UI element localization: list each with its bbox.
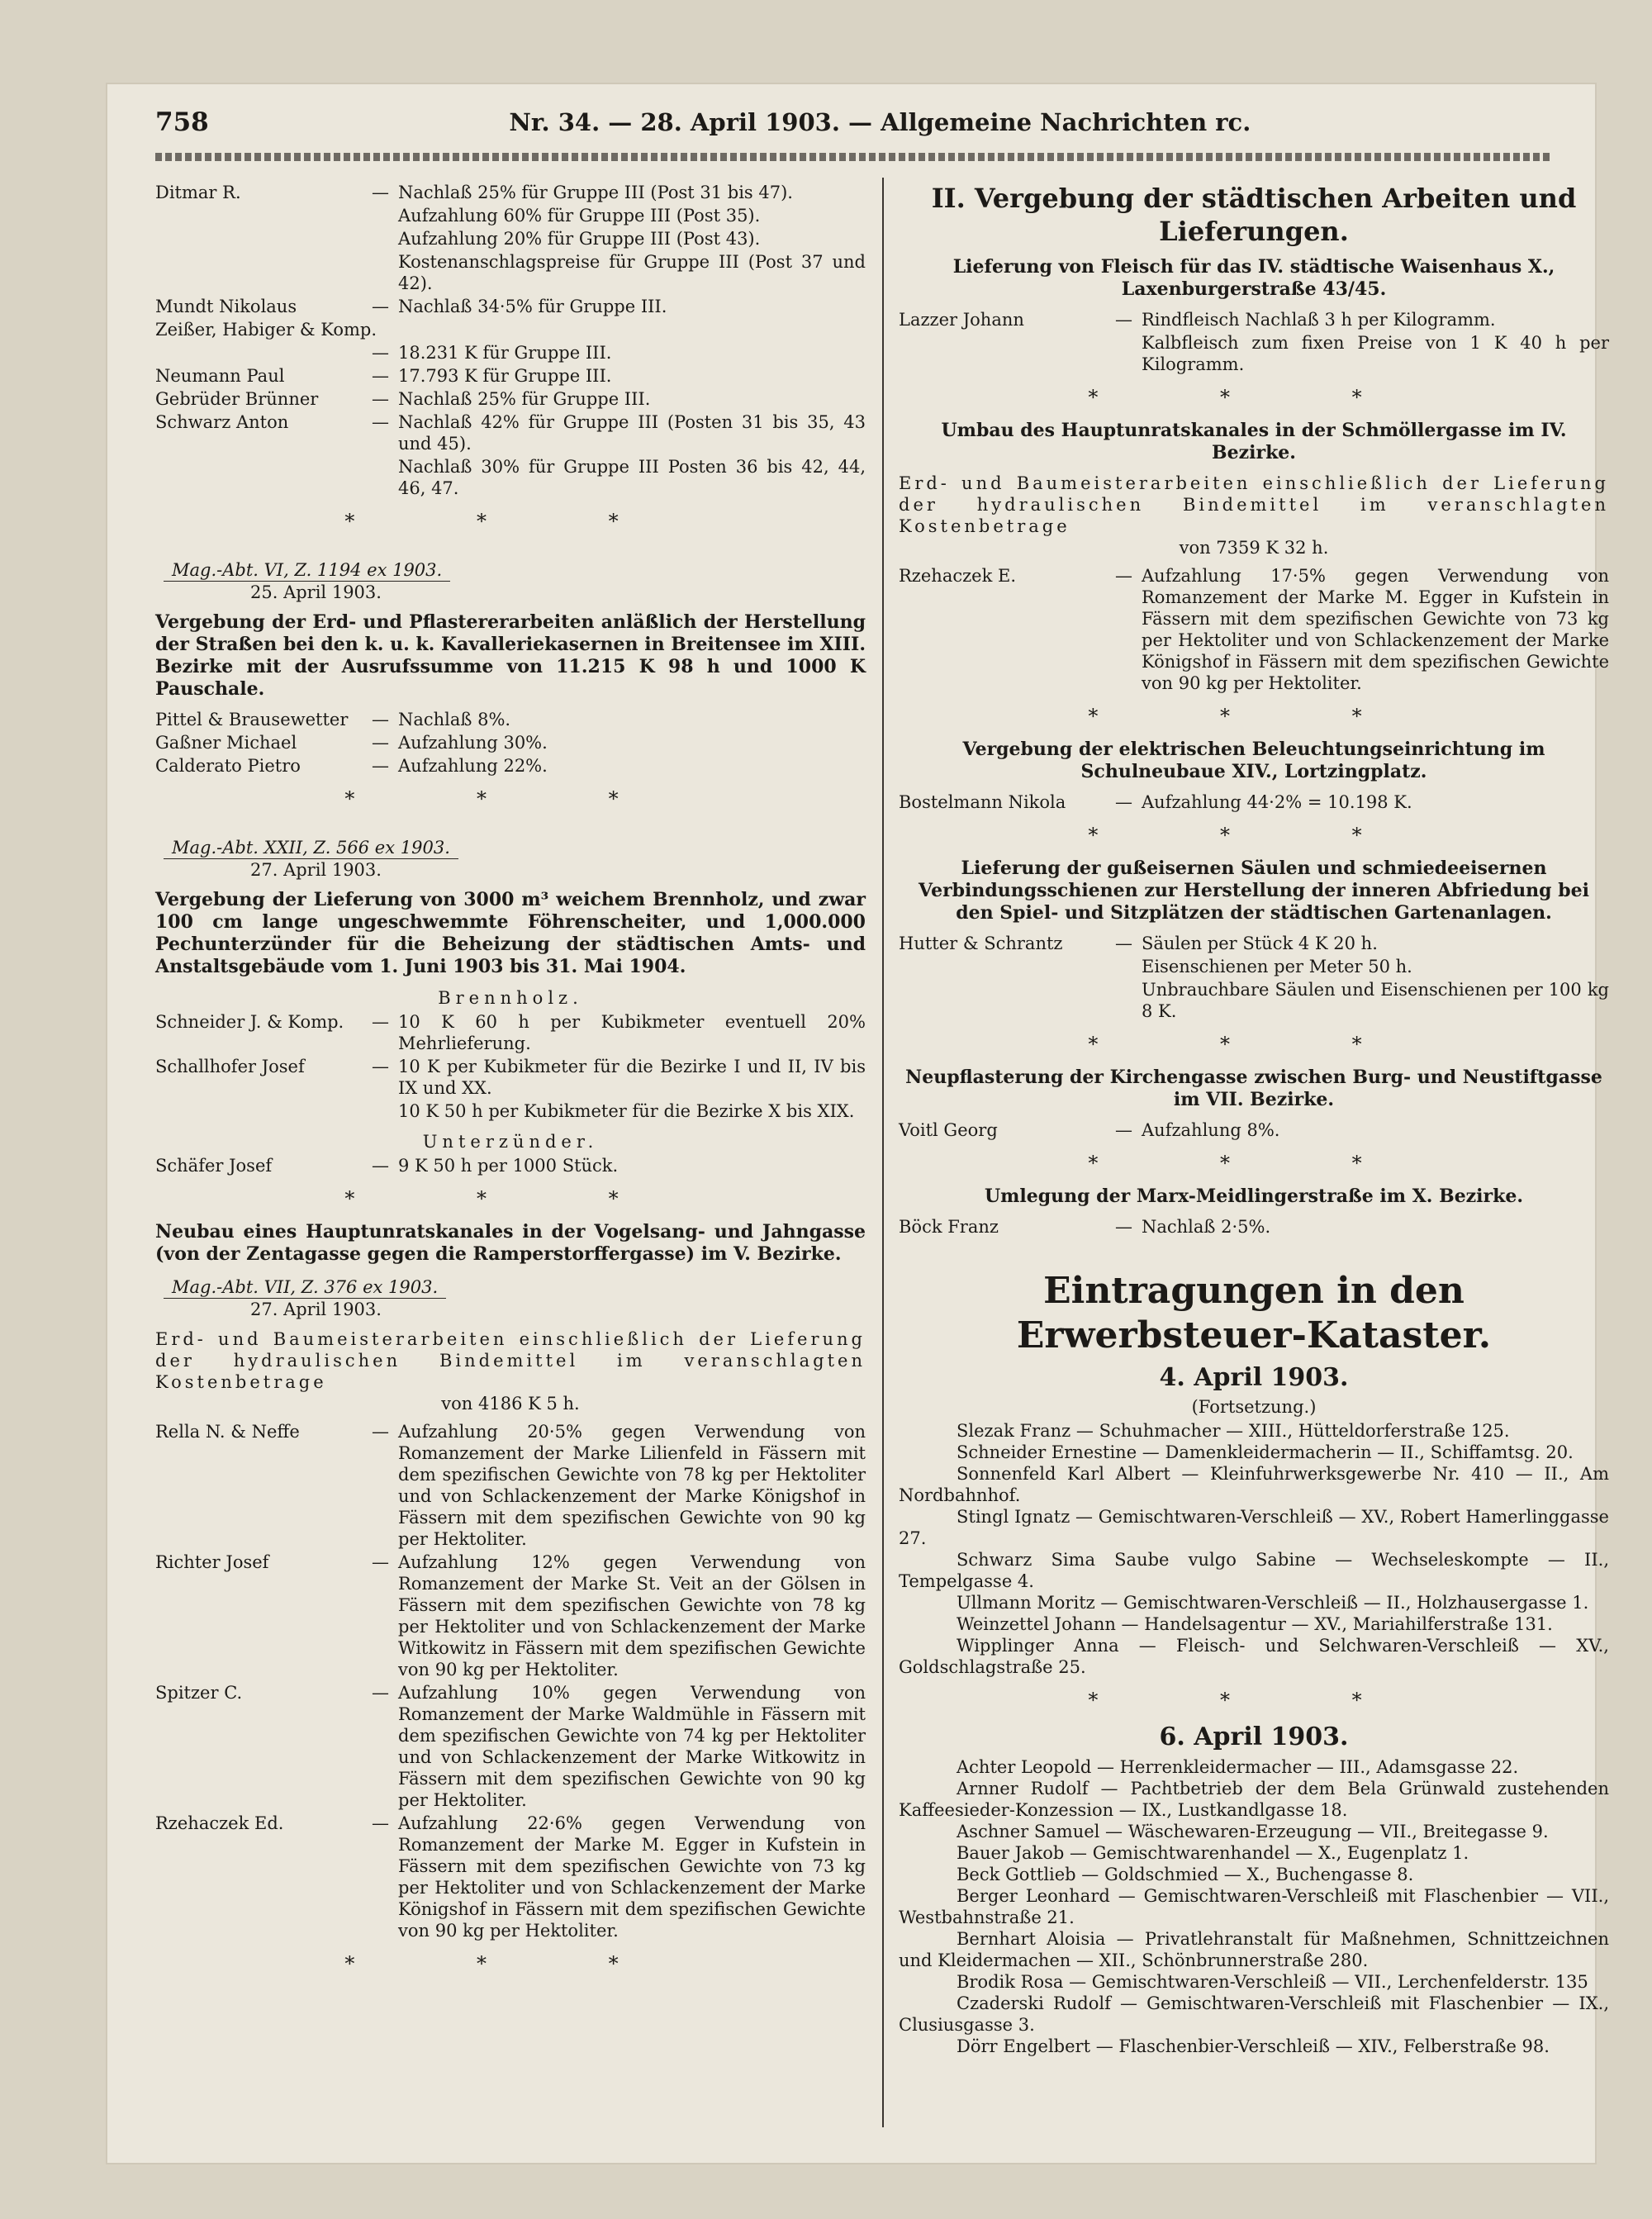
- stars-divider: * * *: [1088, 386, 1420, 409]
- firm-row: Nachlaß 30% für Gruppe III Posten 36 bis 42, 44, 46, 47.: [398, 457, 866, 498]
- firm-row: Spitzer C. — Aufzahlung 10% gegen Verwendung von Romanzement der Marke Waldmühle in Fässern mit dem spezifischen Gewichte von 74 kg per Hektoliter und von Schlackenzement der Marke Witkowitz in Fässern mit dem spezifischen Gewichte von 90 kg per Hektoliter.: [155, 1683, 866, 1810]
- stars-divider: * * *: [344, 787, 676, 810]
- firm-row: Calderato Pietro — Aufzahlung 22%.: [155, 756, 548, 776]
- section-title: Umbau des Hauptunratskanales in der Schmöllergasse im IV. Bezirke.: [941, 420, 1567, 463]
- register-entry: Bauer Jakob — Gemischtwarenhandel — X., Eugenplatz 1.: [957, 1843, 1469, 1863]
- register-entry: Achter Leopold — Herrenkleidermacher — III., Adamsgasse 22.: [957, 1757, 1519, 1777]
- amount-line: von 4186 K 5 h.: [441, 1394, 580, 1414]
- section-title: Lieferung von Fleisch für das IV. städtische Waisenhaus X., Laxenburgerstraße 43/45.: [952, 256, 1555, 300]
- spaced-text: Erd- und Baumeisterarbeiten einschließlich der Lieferung der hydraulischen Bindemittel im veranschlagten Kostenbetrage: [155, 1329, 866, 1392]
- mag-date: 25. April 1903.: [250, 582, 382, 602]
- register-entry: Bernhart Aloisia — Privatlehranstalt für Maßnehmen, Schnittzeichnen und Kleidermachen — XII., Schönbrunnerstraße 280.: [899, 1929, 1609, 1970]
- firm-row: 10 K 50 h per Kubikmeter für die Bezirke X bis XIX.: [398, 1101, 855, 1121]
- firm-row: Schäfer Josef — 9 K 50 h per 1000 Stück.: [155, 1156, 619, 1176]
- section-heading: II. Vergebung der städtischen Arbeiten und Lieferungen.: [931, 183, 1577, 247]
- firm-row: Ditmar R. — Nachlaß 25% für Gruppe III (Post 31 bis 47).: [155, 183, 793, 202]
- section-title: Vergebung der Erd- und Pflastererarbeiten anläßlich der Herstellung der Straßen bei den k. u. k. Kavalleriekasernen in Breitensee im XIII. Bezirke mit der Ausrufssumme von 11.215 K 98 h und 1000 K Pauschale.: [155, 611, 866, 700]
- subheading: Brennholz.: [438, 988, 583, 1008]
- firm-row: — 18.231 K für Gruppe III.: [372, 343, 612, 363]
- stars-divider: * * *: [1088, 705, 1420, 728]
- register-entry: Schwarz Sima Saube vulgo Sabine — Wechseleskompte — II., Tempelgasse 4.: [899, 1550, 1609, 1591]
- register-entry: Aschner Samuel — Wäschewaren-Erzeugung — VII., Breitegasse 9.: [957, 1822, 1549, 1841]
- firm-row: Zeißer, Habiger & Komp.: [155, 320, 377, 340]
- date-heading: 6. April 1903.: [1159, 1722, 1349, 1751]
- newspaper-page: [106, 83, 1609, 2164]
- stars-divider: * * *: [344, 510, 676, 533]
- mag-reference: Mag.-Abt. VII, Z. 376 ex 1903.: [164, 1277, 446, 1299]
- amount-line: von 7359 K 32 h.: [1179, 538, 1329, 558]
- firm-row: Kostenanschlagspreise für Gruppe III (Post 37 und 42).: [398, 252, 866, 293]
- firm-row: Unbrauchbare Säulen und Eisenschienen per 100 kg 8 K.: [1142, 980, 1609, 1021]
- firm-row: Rzehaczek E. — Aufzahlung 17·5% gegen Verwendung von Romanzement der Marke M. Egger in Kufstein in Fässern mit dem spezifischen Gewichte von 73 kg per Hektoliter und von Schlackenzement der Marke Königshof in Fässern mit dem spezifischen Gewichte von 90 kg per Hektoliter.: [899, 566, 1609, 693]
- register-entry: Slezak Franz — Schuhmacher — XIII., Hütteldorferstraße 125.: [957, 1421, 1510, 1441]
- firm-row: Gaßner Michael — Aufzahlung 30%.: [155, 733, 548, 753]
- subheading: Unterzünder.: [422, 1132, 599, 1152]
- kataster-title: Eintragungen in den Erwerbsteuer-Kataster.: [1016, 1270, 1492, 1357]
- register-entry: Stingl Ignatz — Gemischtwaren-Verschleiß — XV., Robert Hamerlinggasse 27.: [899, 1507, 1609, 1548]
- spaced-text: Erd- und Baumeisterarbeiten einschließlich der Lieferung der hydraulischen Bindemittel im veranschlagten Kostenbetrage: [899, 473, 1609, 536]
- stars-divider: * * *: [1088, 1152, 1420, 1175]
- firm-row: Rzehaczek Ed. — Aufzahlung 22·6% gegen Verwendung von Romanzement der Marke M. Egger in Kufstein in Fässern mit dem spezifischen Gewichte von 73 kg per Hektoliter und von Schlackenzement der Marke Königshof in Fässern mit dem spezifischen Gewichte von 90 kg per Hektoliter.: [155, 1813, 866, 1941]
- firm-row: Schwarz Anton — Nachlaß 42% für Gruppe III (Posten 31 bis 35, 43 und 45).: [155, 412, 866, 454]
- firm-row: Rella N. & Neffe — Aufzahlung 20·5% gegen Verwendung von Romanzement der Marke Lilienfeld in Fässern mit dem spezifischen Gewichte von 78 kg per Hektoliter und von Schlackenzement der Marke Königshof in Fässern mit dem spezifischen Gewichte von 90 kg per Hektoliter.: [155, 1422, 866, 1549]
- date-heading: 4. April 1903.: [1159, 1363, 1349, 1392]
- firm-row: Schneider J. & Komp. — 10 K 60 h per Kubikmeter eventuell 20% Mehrlieferung.: [155, 1012, 866, 1053]
- firm-row: Lazzer Johann — Rindfleisch Nachlaß 3 h per Kilogramm.: [899, 310, 1496, 330]
- page-header: [155, 107, 1551, 149]
- firm-row: Hutter & Schrantz — Säulen per Stück 4 K 20 h.: [899, 934, 1378, 953]
- register-entry: Czaderski Rudolf — Gemischtwaren-Verschleiß mit Flaschenbier — IX., Clusiusgasse 3.: [899, 1993, 1609, 2035]
- firm-row: Aufzahlung 60% für Gruppe III (Post 35).: [398, 206, 761, 226]
- column-divider: [882, 178, 884, 2127]
- mag-date: 27. April 1903.: [250, 860, 382, 880]
- firm-row: Kalbfleisch zum fixen Preise von 1 K 40 h per Kilogramm.: [1142, 333, 1609, 374]
- mag-reference: Mag.-Abt. XXII, Z. 566 ex 1903.: [164, 838, 458, 859]
- firm-row: Pittel & Brausewetter — Nachlaß 8%.: [155, 710, 511, 729]
- section-title: Neubau eines Hauptunratskanales in der Vogelsang- und Jahngasse (von der Zentagasse gegen die Ramperstorffergasse) im V. Bezirke.: [155, 1221, 866, 1265]
- firm-row: Neumann Paul — 17.793 K für Gruppe III.: [155, 366, 612, 386]
- header-wavy-rule: [155, 153, 1551, 161]
- mag-date: 27. April 1903.: [250, 1300, 382, 1319]
- firm-row: Gebrüder Brünner — Nachlaß 25% für Gruppe III.: [155, 389, 651, 409]
- stars-divider: * * *: [1088, 1689, 1420, 1712]
- stars-divider: * * *: [344, 1187, 676, 1210]
- register-entry: Arnner Rudolf — Pachtbetrieb der dem Bela Grünwald zustehenden Kaffeesieder-Konzession — IX., Lustkandlgasse 18.: [899, 1779, 1609, 1820]
- firm-row: Böck Franz — Nachlaß 2·5%.: [899, 1217, 1271, 1237]
- left-column: [155, 182, 866, 1986]
- register-entry: Schneider Ernestine — Damenkleidermacherin — II., Schiffamtsg. 20.: [957, 1442, 1574, 1462]
- register-entry: Brodik Rosa — Gemischtwaren-Verschleiß — VII., Lerchenfelderstr. 135: [957, 1972, 1588, 1992]
- firm-row: Voitl Georg — Aufzahlung 8%.: [899, 1120, 1280, 1140]
- right-column: [899, 182, 1609, 2057]
- page-number: 758: [155, 107, 209, 137]
- register-entry: Weinzettel Johann — Handelsagentur — XV., Mariahilferstraße 131.: [957, 1614, 1553, 1634]
- register-entry: Sonnenfeld Karl Albert — Kleinfuhrwerksgewerbe Nr. 410 — II., Am Nordbahnhof.: [899, 1464, 1609, 1505]
- firm-row: Mundt Nikolaus — Nachlaß 34·5% für Gruppe III.: [155, 297, 667, 316]
- register-entry: Berger Leonhard — Gemischtwaren-Verschleiß mit Flaschenbier — VII., Westbahnstraße 21.: [899, 1886, 1609, 1927]
- continuation-note: (Fortsetzung.): [1191, 1397, 1317, 1417]
- block-ditmar: [155, 182, 866, 499]
- firm-row: Aufzahlung 20% für Gruppe III (Post 43).: [398, 229, 761, 249]
- section-title: Vergebung der elektrischen Beleuchtungseinrichtung im Schulneubaue XIV., Lortzingplatz.: [962, 739, 1545, 782]
- firm-row: Richter Josef — Aufzahlung 12% gegen Verwendung von Romanzement der Marke St. Veit an der Gölsen in Fässern mit dem spezifischen Gewichte von 78 kg per Hektoliter und von Schlackenzement der Marke Witkowitz in Fässern mit dem spezifischen Gewichte von 90 kg per Hektoliter.: [155, 1552, 866, 1680]
- header-title: Nr. 34. — 28. April 1903. — Allgemeine Nachrichten rc.: [509, 108, 1251, 136]
- firm-row: Eisenschienen per Meter 50 h.: [1142, 957, 1412, 976]
- firm-row: Schallhofer Josef — 10 K per Kubikmeter für die Bezirke I und II, IV bis IX und XX.: [155, 1057, 866, 1098]
- register-entry: Beck Gottlieb — Goldschmied — X., Buchengasse 8.: [957, 1865, 1414, 1884]
- register-entry: Dörr Engelbert — Flaschenbier-Verschleiß — XIV., Felberstraße 98.: [957, 2036, 1550, 2056]
- section-title: Umlegung der Marx-Meidlingerstraße im X. Bezirke.: [984, 1186, 1524, 1207]
- section-title: Neupflasterung der Kirchengasse zwischen Burg- und Neustiftgasse im VII. Bezirke.: [905, 1067, 1602, 1110]
- section-title: Vergebung der Lieferung von 3000 m³ weichem Brennholz, und zwar 100 cm lange ungeschwemmte Föhrenscheiter, und 1,000.000 Pechunterzünder für die Beheizung der städtischen Amts- und Anstaltsgebäude vom 1. Juni 1903 bis 31. Mai 1904.: [155, 889, 866, 977]
- stars-divider: * * *: [1088, 824, 1420, 847]
- section-title: Lieferung der gußeisernen Säulen und schmiedeeisernen Verbindungsschienen zur Herstellung der inneren Abfriedung bei den Spiel- und Sitzplätzen der städtischen Gartenanlagen.: [919, 858, 1589, 924]
- stars-divider: * * *: [344, 1952, 676, 1975]
- stars-divider: * * *: [1088, 1033, 1420, 1056]
- register-entry: Wipplinger Anna — Fleisch- und Selchwaren-Verschleiß — XV., Goldschlagstraße 25.: [899, 1636, 1609, 1677]
- register-entry: Ullmann Moritz — Gemischtwaren-Verschleiß — II., Holzhausergasse 1.: [957, 1593, 1589, 1613]
- mag-reference: Mag.-Abt. VI, Z. 1194 ex 1903.: [164, 560, 450, 582]
- firm-row: Bostelmann Nikola — Aufzahlung 44·2% = 10.198 K.: [899, 792, 1412, 812]
